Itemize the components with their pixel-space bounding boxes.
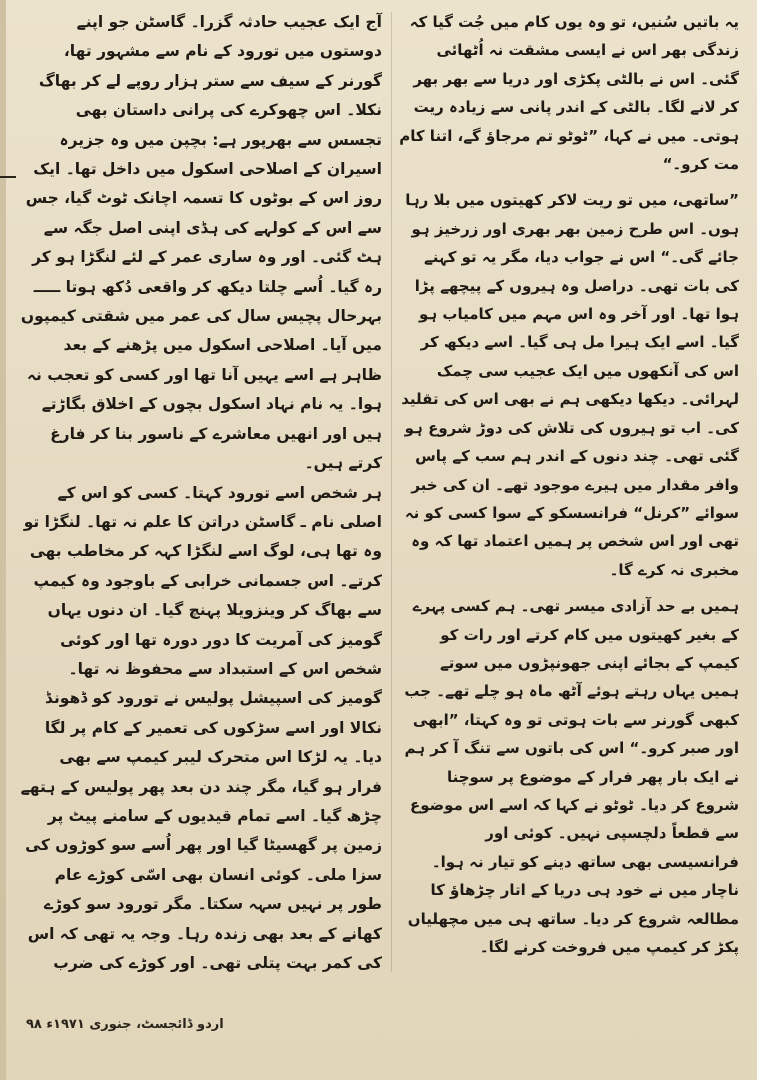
right-column (399, 8, 739, 961)
left-paragraph-2: ہر شخص اسے تورود کہتا۔ کسی کو اس کے اصلی نام ـ گاسٹن دراتن کا علم نہ تھا۔ لنگڑا تو وہ تھا ہی، لوگ اسے لنگڑا کہہ کر مخاطب بھی کرتے۔ اس جسمانی خرابی کے باوجود وہ کیمپ سے بھاگ کر وینزویلا پہنچ گیا۔ ان دنوں یہاں گومیز کی آمریت کا دور دورہ تھا اور کوئی شخص اس کے استبداد سے محفوظ نہ تھا۔ گومیز کی اسپیشل پولیس نے تورود کو ڈھونڈ نکالا اور اسے سڑکوں کی تعمیر کے کام پر لگا دیا۔ یہ لڑکا اس متحرک لیبر کیمپ سے بھی فرار ہو گیا، مگر چند دن بعد پھر پولیس کے ہتھے چڑھ گیا۔ اسے تمام قیدیوں کے سامنے پیٹ پر زمین پر گھسیٹا گیا اور پھر اُسے سو کوڑوں کی سزا ملی۔ کوئی انسان بھی اسّی کوڑے عام طور پر نہیں سہہ سکتا۔ مگر تورود سو کوڑے کھانے کے بعد بھی زندہ رہا۔ وجہ یہ تھی کہ اس کی کمر بہت پتلی تھی۔ اور کوڑے کی ضرب (20, 483, 382, 972)
left-paragraph-1: آج ایک عجیب حادثہ گزرا۔ گاسٹن جو اپنے دوستوں میں تورود کے نام سے مشہور تھا، گورنر کے سیف سے ستر ہزار روپے لے کر بھاگ نکلا۔ اس چھوکرے کی پرانی داستان بھی تجسس سے بھرپور ہے: بچپن میں وہ جزیرہ اسیران کے اصلاحی اسکول میں داخل تھا۔ ایک روز اس کے بوٹوں کا تسمہ اچانک ٹوٹ گیا، جس سے اس کے کولہے کی ہڈی اپنی اصل جگہ سے ہٹ گئی۔ اور وہ ساری عمر کے لئے لنگڑا ہو کر رہ گیا۔ اُسے چلتا دیکھ کر واقعی دُکھ ہوتا ـــــ بہرحال پچیس سال کی عمر میں شقتی کیمپوں میں آیا۔ اصلاحی اسکول میں پڑھنے کے بعد ظاہر ہے اسے یہیں آنا تھا اور کسی کو تعجب نہ ہوا۔ یہ نام نہاد اسکول بچوں کے اخلاق بگاڑتے ہیں اور انھیں معاشرے کے ناسور بنا کر فارغ کرتے ہیں۔ (20, 13, 382, 473)
column-gutter (391, 12, 392, 972)
right-paragraph-3: ہمیں بے حد آزادی میسر تھی۔ ہم کسی پہرے کے بغیر کھیتوں میں کام کرتے اور رات کو کیمپ کے بجائے اپنی جھونپڑوں میں سوتے ہمیں یہاں رہتے ہوئے آٹھ ماہ ہو چلے تھے۔ جب کبھی گورنر سے بات ہوتی تو وہ کہتا، ”ابھی اور صبر کرو۔“ اس کی باتوں سے تنگ آ کر ہم نے ایک بار پھر فرار کے موضوع پر سوچنا شروع کر دیا۔ ٹوٹو نے کہا کہ اسے اس موضوع سے قطعاً دلچسپی نہیں۔ کوئی اور فرانسیسی بھی ساتھ دینے کو تیار نہ ہوا۔ ناچار میں نے خود ہی دریا کے اتار چڑھاؤ کا مطالعہ شروع کر دیا۔ ساتھ ہی میں مچھلیاں پکڑ کر کیمپ میں فروخت کرنے لگا۔ (404, 597, 739, 956)
page-footer-citation: اردو ڈائجسٹ، جنوری ۱۹۷۱ء ۹۸ (26, 1017, 224, 1032)
right-paragraph-2: ”ساتھی، میں تو ریت لاکر کھیتوں میں بلا رہا ہوں۔ اس طرح زمین بھر بھری اور زرخیز ہو جائے گی۔“ اس نے جواب دیا، مگر یہ تو کہنے کی بات تھی۔ دراصل وہ ہیروں کے پیچھے پڑا ہوا تھا۔ اور آخر وہ اس مہم میں کامیاب ہو گیا۔ اسے ایک ہیرا مل ہی گیا۔ اسے دیکھ کر اس کی آنکھوں میں ایک عجیب سی چمک لہرائی۔ دیکھا دیکھی ہم نے بھی اس کی تقلید کی۔ اب تو ہیروں کی تلاش کی دوڑ شروع ہو گئی تھی۔ چند دنوں کے اندر ہم سب کے پاس وافر مقدار میں ہیرے موجود تھے۔ ان کی خبر سوائے ”کرنل“ فرانسسکو کے سوا کسی کو نہ تھی اور اس شخص پر ہمیں اعتماد تھا کہ وہ مخبری نہ کرے گا۔ (401, 191, 739, 579)
left-column (20, 8, 382, 978)
page-edge-shadow (0, 0, 6, 1080)
margin-pen-mark (0, 176, 16, 178)
right-paragraph-1: یہ باتیں سُنیں، تو وہ یوں کام میں جُت گیا کہ زندگی بھر اس نے ایسی مشقت نہ اُٹھائی گئی۔ اس نے بالٹی پکڑی اور دریا سے بھر بھر کر لانے لگا۔ بالٹی کے اندر پانی سے زیادہ ریت ہوتی۔ میں نے کہا، ”ٹوٹو تم مرجاؤ گے، اتنا کام مت کرو۔“ (399, 13, 739, 174)
